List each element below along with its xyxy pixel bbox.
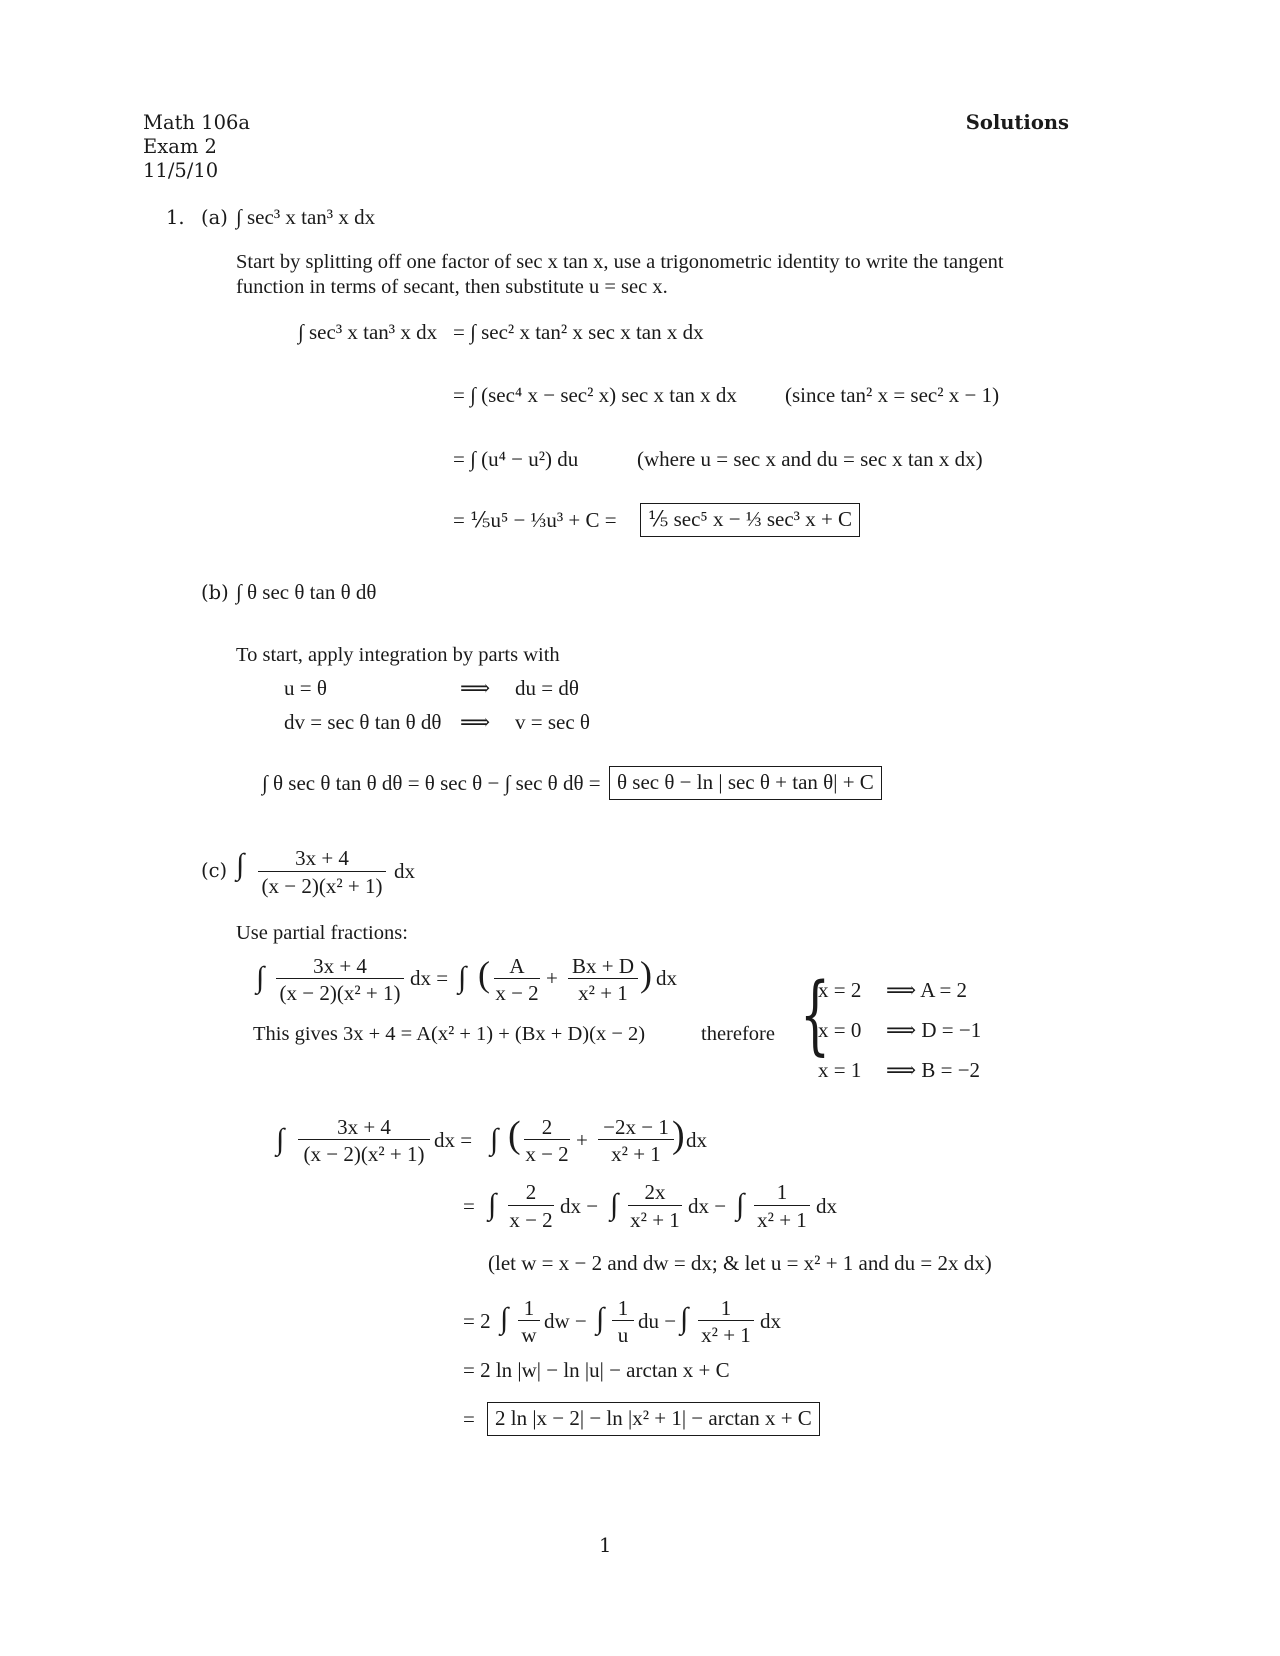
s2-term2-numerator: 2x (644, 1180, 666, 1204)
problem-number: 1. (166, 206, 185, 229)
part-b-row2-arrow: ⟹ (460, 710, 491, 734)
part-a-instructions-line-1: Start by splitting off one factor of sec x tan x, use a trigonometric identity to write the tangent (236, 251, 1004, 273)
part-a-step1-rhs: = ∫ sec² x tan² x sec x tan x dx (453, 320, 704, 344)
case-1-left: x = 2 (818, 978, 862, 1002)
s1-term2-bar (598, 1139, 674, 1140)
s1-integral-sign-right: ∫ (490, 1123, 499, 1156)
case-2-left: x = 0 (818, 1018, 862, 1042)
part-b-row1-right: du = dθ (515, 676, 579, 700)
part-c-dx: dx (394, 859, 415, 883)
page-number: 1 (599, 1534, 612, 1557)
s3-dw-minus: dw − (544, 1309, 587, 1333)
pf-lhs-numerator: 3x + 4 (313, 954, 367, 978)
part-b-integral: ∫ θ sec θ tan θ dθ (236, 580, 377, 604)
s3-term2-numerator: 1 (617, 1296, 629, 1320)
part-b-row2-left: dv = sec θ tan θ dθ (284, 710, 442, 734)
part-a-instructions-line-2: function in terms of secant, then substitute u = sec x. (236, 276, 668, 298)
s3-term1-bar (518, 1320, 540, 1321)
s1-dx-equals: dx = (434, 1128, 473, 1152)
s3-coefficient: = 2 (463, 1309, 491, 1333)
part-a-step1-lhs: ∫ sec³ x tan³ x dx (298, 320, 438, 344)
s3-term1-denominator: w (521, 1323, 537, 1347)
pf-integral-sign-right: ∫ (458, 961, 467, 994)
part-a-answer-box: ⅕ sec⁵ x − ⅓ sec³ x + C (640, 503, 860, 537)
part-a-step4: = ⅕u⁵ − ⅓u³ + C = (453, 508, 617, 532)
part-a-integral: ∫ sec³ x tan³ x dx (236, 205, 376, 229)
pf-gives-equation: This gives 3x + 4 = A(x² + 1) + (Bx + D)(x − 2) (253, 1023, 646, 1045)
part-a-step2: = ∫ (sec⁴ x − sec² x) sec x tan x dx (453, 383, 737, 407)
part-c-integral-sign: ∫ (236, 848, 245, 881)
exam-date: 11/5/10 (143, 159, 219, 182)
s2-term1-numerator: 2 (525, 1180, 537, 1204)
s1-close-paren: ) (672, 1114, 685, 1156)
part-c-integral-denominator: (x − 2)(x² + 1) (261, 874, 383, 898)
s2-dx: dx (816, 1194, 837, 1218)
s2-integral-3: ∫ (736, 1188, 745, 1221)
s2-term3-denominator: x² + 1 (757, 1208, 807, 1232)
case-3-right: ⟹ B = −2 (886, 1058, 981, 1082)
s1-term1-bar (524, 1139, 570, 1140)
s1-term1-numerator: 2 (541, 1115, 553, 1139)
part-a-step2-note: (since tan² x = sec² x − 1) (785, 383, 1000, 407)
pf-integral-sign-left: ∫ (256, 961, 265, 994)
case-1-right: ⟹ A = 2 (886, 978, 968, 1002)
cases-brace: { (800, 965, 831, 1065)
s3-integral-1: ∫ (500, 1302, 509, 1335)
pf-therefore: therefore (701, 1023, 775, 1045)
part-b-answer-box: θ sec θ − ln | sec θ + tan θ| + C (609, 766, 882, 800)
s1-dx: dx (686, 1128, 707, 1152)
part-c-label: (c) (201, 859, 228, 882)
pf-lhs-bar (276, 978, 404, 979)
part-c-fraction-bar (258, 871, 386, 872)
s2-equals: = (463, 1194, 475, 1218)
s3-term3-numerator: 1 (720, 1296, 732, 1320)
pf-plus: + (546, 966, 558, 990)
s1-open-paren: ( (508, 1114, 521, 1156)
s3-dx: dx (760, 1309, 781, 1333)
part-a-step3-note: (where u = sec x and du = sec x tan x dx) (637, 447, 983, 471)
substitution-note: (let w = x − 2 and dw = dx; & let u = x² + 1 and du = 2x dx) (488, 1251, 992, 1275)
s2-integral-2: ∫ (610, 1188, 619, 1221)
part-b-row1-left: u = θ (284, 676, 327, 700)
s2-integral-1: ∫ (488, 1188, 497, 1221)
part-a-instructions (236, 250, 1076, 300)
part-c-intro: Use partial fractions: (236, 922, 408, 944)
part-a-step3: = ∫ (u⁴ − u²) du (453, 447, 579, 471)
course-name: Math 106a (143, 111, 251, 134)
part-b-row2-right: v = sec θ (515, 710, 590, 734)
pf-A-bar (494, 978, 540, 979)
s2-dx-minus-1: dx − (560, 1194, 599, 1218)
case-2-right: ⟹ D = −1 (886, 1018, 982, 1042)
pf-lhs-denominator: (x − 2)(x² + 1) (279, 981, 401, 1005)
s3-du-minus: du − (638, 1309, 677, 1333)
s1-lhs-bar (298, 1139, 430, 1140)
pf-dx: dx (656, 966, 677, 990)
s1-plus: + (576, 1128, 588, 1152)
s3-term3-bar (698, 1320, 754, 1321)
part-b-work: ∫ θ sec θ tan θ dθ = θ sec θ − ∫ sec θ dθ = (262, 771, 601, 795)
part-b-label: (b) (201, 581, 229, 604)
pf-close-paren: ) (640, 954, 652, 994)
s1-term2-numerator: −2x − 1 (603, 1115, 669, 1139)
s2-term2-denominator: x² + 1 (630, 1208, 680, 1232)
s1-term1-denominator: x − 2 (525, 1142, 569, 1166)
s1-lhs-numerator: 3x + 4 (337, 1115, 391, 1139)
exam-number: Exam 2 (143, 135, 217, 158)
part-a-label: (a) (201, 206, 228, 229)
part-c-integral-numerator: 3x + 4 (295, 846, 349, 870)
pf-A-denominator: x − 2 (495, 981, 539, 1005)
s4-expression: = 2 ln |w| − ln |u| − arctan x + C (463, 1358, 730, 1382)
s3-term3-denominator: x² + 1 (701, 1323, 751, 1347)
pf-open-paren: ( (478, 954, 490, 994)
part-b-intro: To start, apply integration by parts with (236, 644, 560, 666)
s3-term2-denominator: u (617, 1323, 629, 1347)
s5-equals: = (463, 1407, 475, 1431)
s2-dx-minus-2: dx − (688, 1194, 727, 1218)
pf-B-denominator: x² + 1 (578, 981, 628, 1005)
solutions-title: Solutions (965, 111, 1069, 134)
s2-term3-bar (754, 1205, 810, 1206)
s2-term1-denominator: x − 2 (509, 1208, 553, 1232)
s3-term1-numerator: 1 (523, 1296, 535, 1320)
s2-term3-numerator: 1 (776, 1180, 788, 1204)
s3-integral-2: ∫ (596, 1302, 605, 1335)
s1-integral-sign-left: ∫ (276, 1123, 285, 1156)
s3-integral-3: ∫ (680, 1302, 689, 1335)
s2-term1-bar (508, 1205, 554, 1206)
pf-A-numerator: A (509, 954, 525, 978)
case-3-left: x = 1 (818, 1058, 862, 1082)
s3-term2-bar (612, 1320, 634, 1321)
part-b-row1-arrow: ⟹ (460, 676, 491, 700)
pf-B-bar (568, 978, 638, 979)
pf-dx-equals: dx = (410, 966, 449, 990)
s1-lhs-denominator: (x − 2)(x² + 1) (303, 1142, 425, 1166)
s2-term2-bar (628, 1205, 682, 1206)
s1-term2-denominator: x² + 1 (611, 1142, 661, 1166)
pf-B-numerator: Bx + D (571, 954, 634, 978)
part-c-answer-box: 2 ln |x − 2| − ln |x² + 1| − arctan x + C (487, 1402, 820, 1436)
